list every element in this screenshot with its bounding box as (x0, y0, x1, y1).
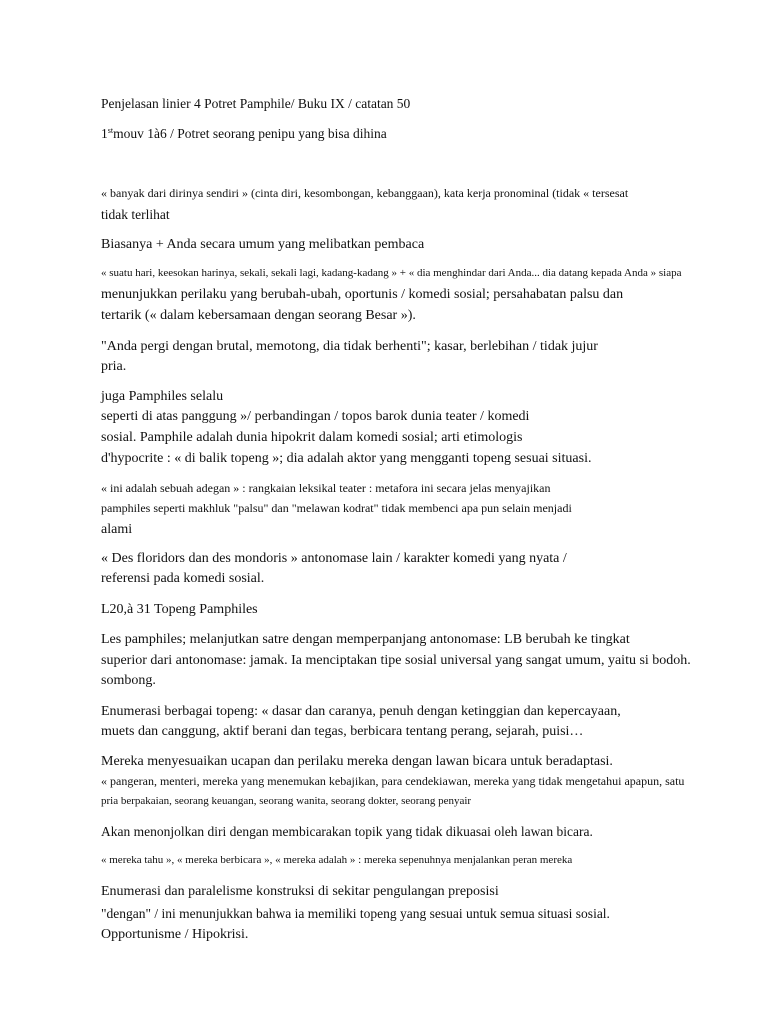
text-line: Biasanya + Anda secara umum yang melibatkan pembaca (101, 237, 425, 252)
text-line: sosial. Pamphile adalah dunia hipokrit dalam komedi sosial; arti etimologis (101, 430, 523, 445)
text-line: juga Pamphiles selalu (101, 389, 224, 404)
text-line: Mereka menyesuaikan ucapan dan perilaku mereka dengan lawan bicara untuk beradaptasi. (101, 754, 613, 769)
text-line: Opportunisme / Hipokrisi. (101, 927, 249, 942)
subtitle-prefix: 1 (101, 126, 108, 141)
text-line: Les pamphiles; melanjutkan satre dengan memperpanjang antonomase: LB berubah ke tingkat (101, 632, 630, 647)
text-line: pria. (101, 359, 127, 374)
section-heading: L20,à 31 Topeng Pamphiles (101, 602, 258, 617)
text-line: « ini adalah sebuah adegan » : rangkaian leksikal teater : metafora ini secara jelas menyajikan (101, 481, 551, 495)
text-line: d'hypocrite : « di balik topeng »; dia adalah aktor yang mengganti topeng sesuai situasi. (101, 451, 592, 466)
text-line: « suatu hari, keesokan harinya, sekali, sekali lagi, kadang-kadang » + « dia menghindar dari Anda... dia datang kepada Anda » siapa (101, 267, 682, 279)
text-line: Enumerasi dan paralelisme konstruksi di sekitar pengulangan preposisi (101, 884, 499, 899)
text-line: pria berpakaian, seorang keuangan, seorang wanita, seorang dokter, seorang penyair (101, 795, 472, 807)
text-line: « pangeran, menteri, mereka yang menemukan kebajikan, para cendekiawan, mereka yang tidak mengetahui apapun, satu (101, 774, 685, 788)
text-line: tertarik (« dalam kebersamaan dengan seorang Besar »). (101, 308, 416, 323)
text-line: referensi pada komedi sosial. (101, 571, 265, 586)
text-line: Akan menonjolkan diri dengan membicarakan topik yang tidak dikuasai oleh lawan bicara. (101, 824, 593, 839)
text-line: sombong. (101, 673, 156, 688)
text-line: seperti di atas panggung »/ perbandingan / topos barok dunia teater / komedi (101, 409, 530, 424)
text-line: muets dan canggung, aktif berani dan tegas, berbicara tentang perang, sejarah, puisi… (101, 724, 584, 739)
text-line: « Des floridors dan des mondoris » antonomase lain / karakter komedi yang nyata / (101, 551, 567, 566)
text-line: "Anda pergi dengan brutal, memotong, dia tidak berhenti"; kasar, berlebihan / tidak jujur (101, 339, 598, 354)
text-line: « banyak dari dirinya sendiri » (cinta diri, kesombongan, kebanggaan), kata kerja pronominal (tidak « tersesat (101, 186, 629, 200)
document-subtitle (101, 127, 387, 141)
text-line: « mereka tahu », « mereka berbicara », « mereka adalah » : mereka sepenuhnya menjalankan peran mereka (101, 854, 573, 866)
text-line: pamphiles seperti makhluk "palsu" dan "melawan kodrat" tidak membenci apa pun selain menjadi (101, 501, 572, 515)
text-line: Enumerasi berbagai topeng: « dasar dan caranya, penuh dengan ketinggian dan kepercayaan, (101, 704, 621, 719)
subtitle-superscript: st (107, 126, 114, 135)
text-line: menunjukkan perilaku yang berubah-ubah, oportunis / komedi sosial; persahabatan palsu dan (101, 287, 624, 302)
text-line: superior dari antonomase: jamak. Ia menciptakan tipe sosial universal yang sangat umum, yaitu si bodoh. (101, 653, 691, 668)
text-line: tidak terlihat (101, 207, 170, 222)
document-title: Penjelasan linier 4 Potret Pamphile/ Buku IX / catatan 50 (101, 96, 411, 111)
text-line: "dengan" / ini menunjukkan bahwa ia memiliki topeng yang sesuai untuk semua situasi sosial. (101, 906, 610, 921)
text-line: alami (101, 522, 133, 537)
subtitle-rest: mouv 1à6 / Potret seorang penipu yang bisa dihina (113, 126, 387, 141)
